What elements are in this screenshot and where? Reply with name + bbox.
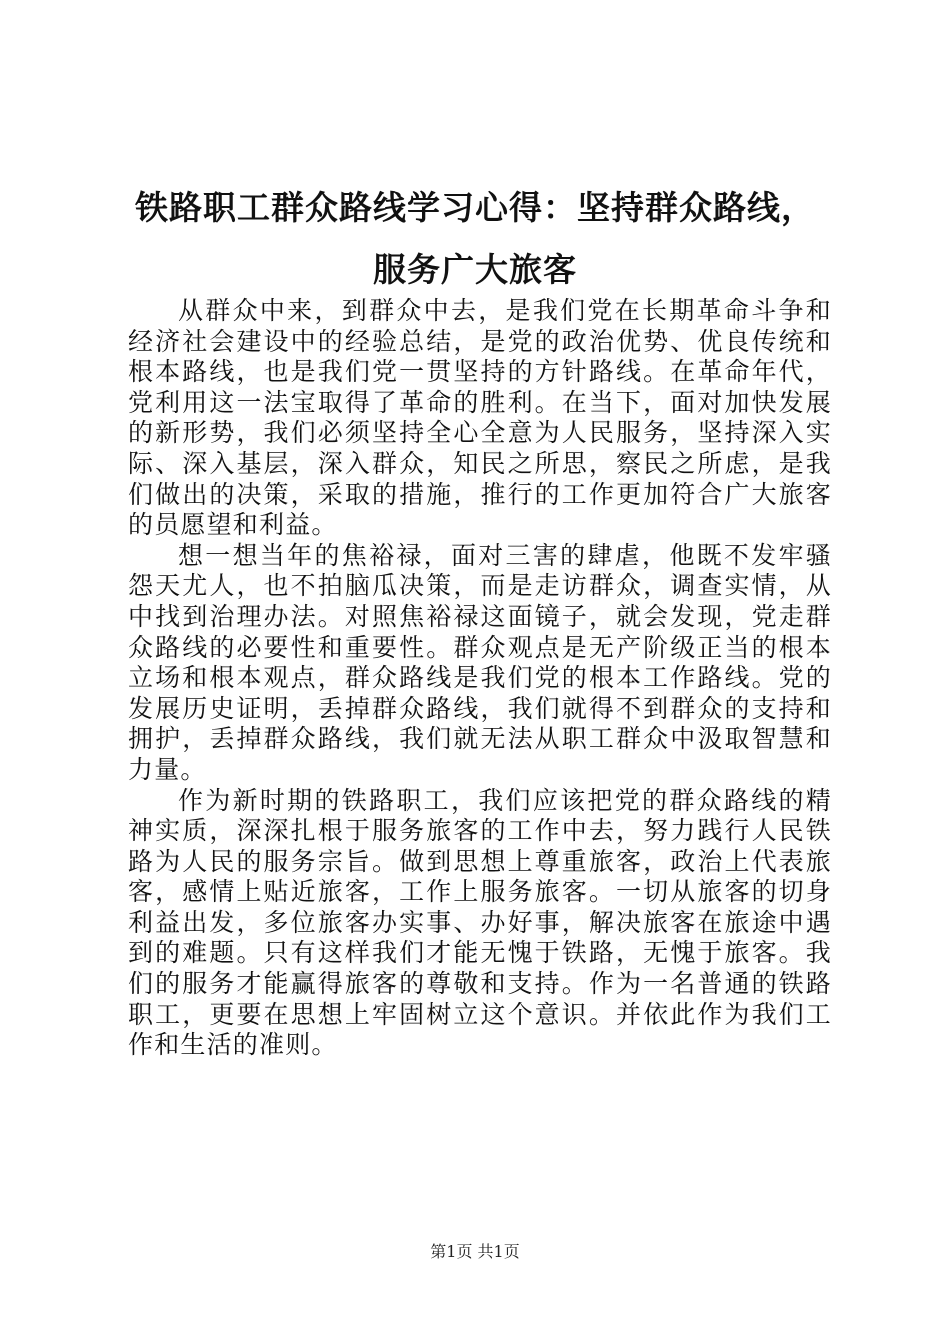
paragraph-2: 想一想当年的焦裕禄，面对三害的肆虐，他既不发牢骚怨天尤人，也不拍脑瓜决策，而是走访群众，调查实情，从中找到治理办法。对照焦裕禄这面镜子，就会发现，党走群众路线的必要性和重要性。群众观点是无产阶级正当的根本立场和根本观点，群众路线是我们党的根本工作路线。党的发展历史证明，丢掉群众路线，我们就得不到群众的支持和拥护，丢掉群众路线，我们就无法从职工群众中汲取智慧和力量。 (128, 540, 832, 784)
paragraph-3: 作为新时期的铁路职工，我们应该把党的群众路线的精神实质，深深扎根于服务旅客的工作中去，努力践行人民铁路为人民的服务宗旨。做到思想上尊重旅客，政治上代表旅客，感情上贴近旅客，工作上服务旅客。一切从旅客的切身利益出发，多位旅客办实事、办好事，解决旅客在旅途中遇到的难题。只有这样我们才能无愧于铁路，无愧于旅客。我们的服务才能赢得旅客的尊敬和支持。作为一名普通的铁路职工，更要在思想上牢固树立这个意识。并依此作为我们工作和生活的准则。 (128, 785, 832, 1060)
document-title-line-1: 铁路职工群众路线学习心得：坚持群众路线， (135, 188, 815, 227)
page-number-footer: 第1页 共1页 (430, 1242, 520, 1261)
document-title-line-2: 服务广大旅客 (373, 250, 577, 289)
document-body (128, 296, 832, 1061)
paragraph-1: 从群众中来，到群众中去，是我们党在长期革命斗争和经济社会建设中的经验总结，是党的政治优势、优良传统和根本路线，也是我们党一贯坚持的方针路线。在革命年代，党利用这一法宝取得了革命的胜利。在当下，面对加快发展的新形势，我们必须坚持全心全意为人民服务，坚持深入实际、深入基层，深入群众，知民之所思，察民之所虑，是我们做出的决策，采取的措施，推行的工作更加符合广大旅客的员愿望和利益。 (128, 296, 832, 540)
